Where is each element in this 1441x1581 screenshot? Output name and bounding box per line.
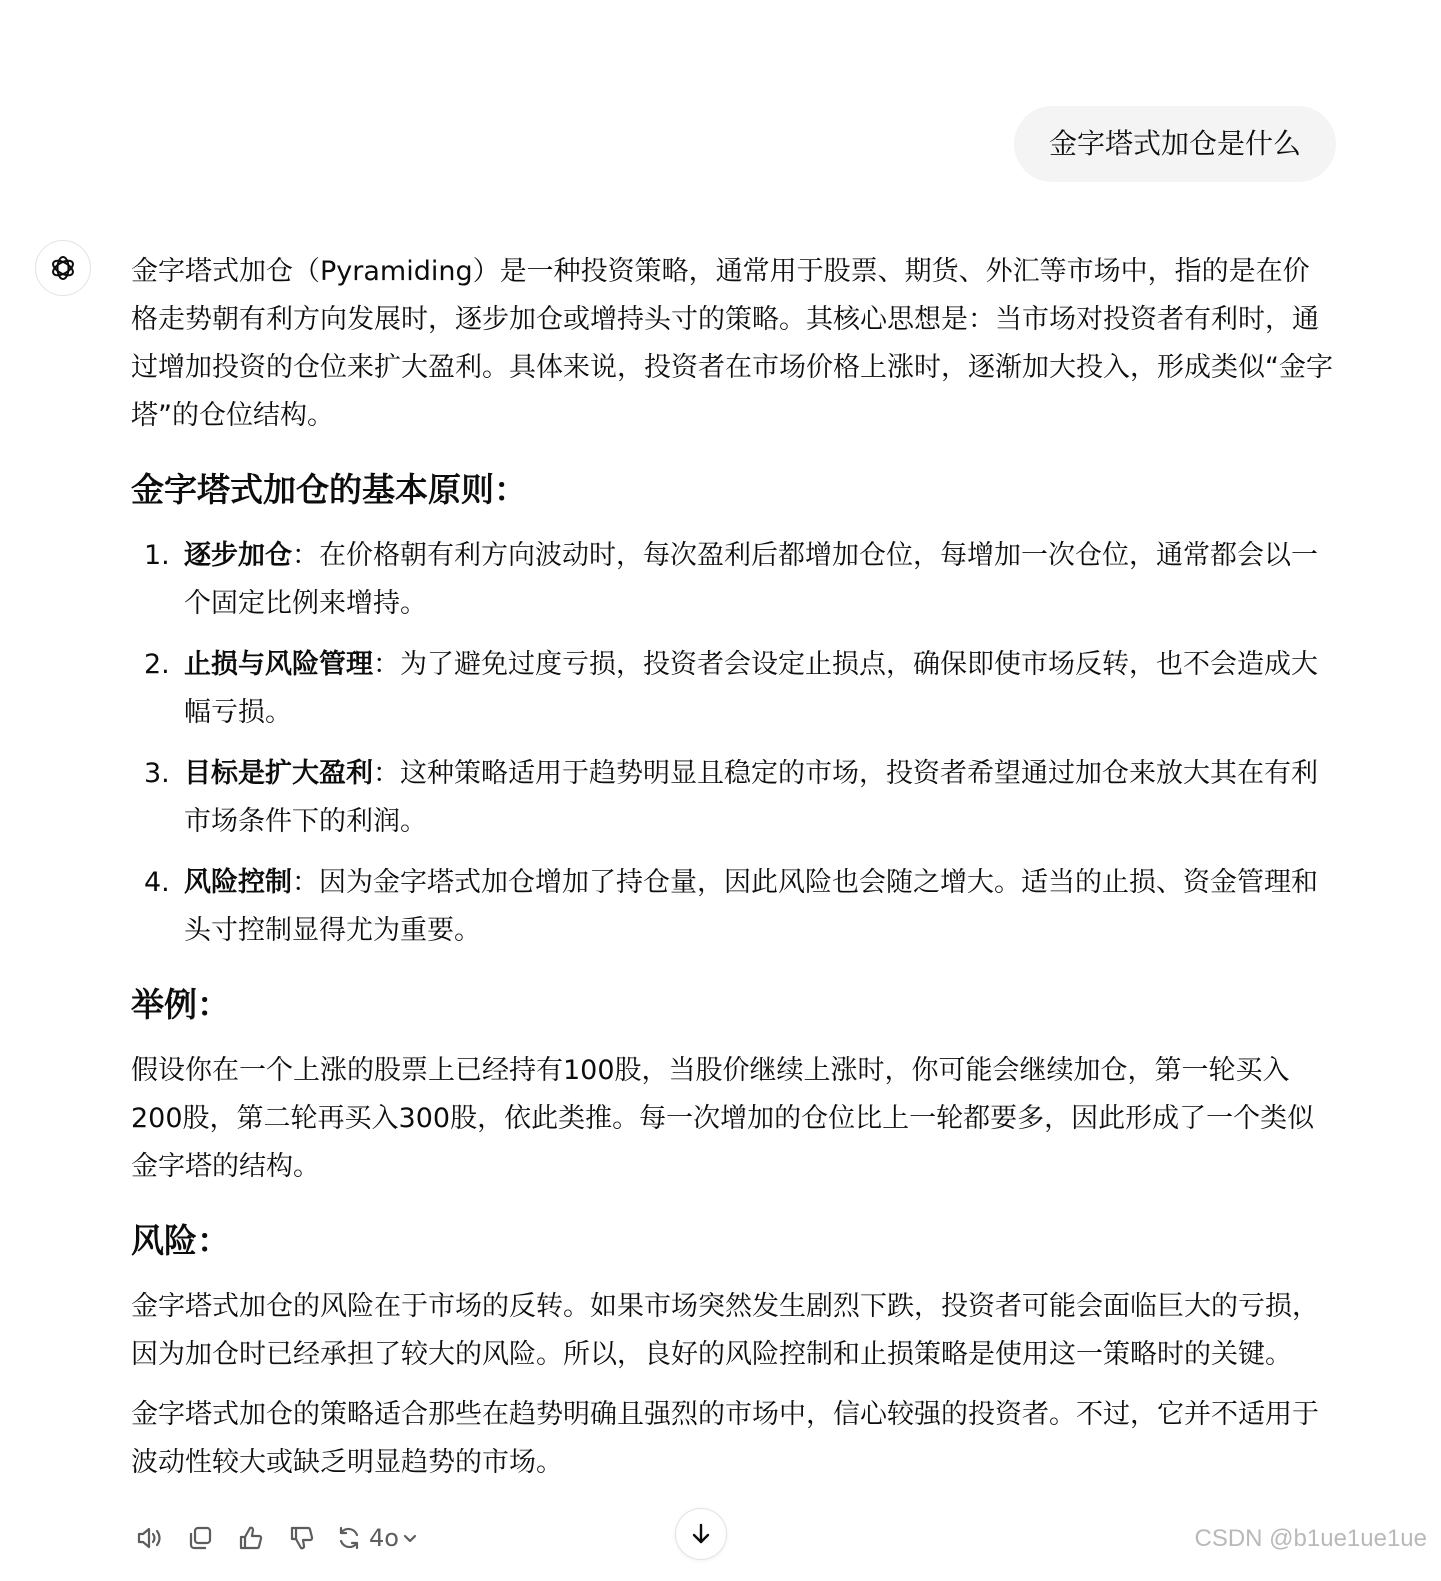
- conclusion-text: 金字塔式加仓的策略适合那些在趋势明确且强烈的市场中，信心较强的投资者。不过，它并不适用于波动性较大或缺乏明显趋势的市场。: [131, 1399, 1319, 1478]
- list-item-title: 目标是扩大盈利: [184, 758, 373, 789]
- list-item: [131, 532, 1341, 628]
- speaker-icon: [134, 1523, 164, 1553]
- risk-text: 金字塔式加仓的风险在于市场的反转。如果市场突然发生剧烈下跌，投资者可能会面临巨大的亏损，因为加仓时已经承担了较大的风险。所以，良好的风险控制和止损策略是使用这一策略时的关键。: [131, 1291, 1319, 1370]
- good-response-button[interactable]: [233, 1520, 269, 1556]
- list-item-text: ：因为金字塔式加仓增加了持仓量，因此风险也会随之增大。适当的止损、资金管理和头寸控制显得尤为重要。: [184, 867, 1318, 946]
- list-item: [131, 641, 1341, 737]
- risk-heading: 风险：: [131, 1221, 230, 1260]
- list-item-title: 逐步加仓: [184, 540, 292, 571]
- example-text: 假设你在一个上涨的股票上已经持有100股，当股价继续上涨时，你可能会继续加仓，第一轮买入200股，第二轮再买入300股，依此类推。每一次增加的仓位比上一轮都要多，因此形成了一个类似金字塔的结构。: [131, 1055, 1315, 1182]
- list-number: 2.: [144, 649, 170, 680]
- copy-button[interactable]: [182, 1520, 218, 1556]
- assistant-avatar: [35, 240, 91, 296]
- copy-icon: [186, 1524, 214, 1552]
- thumbs-up-icon: [237, 1524, 265, 1552]
- user-message-text: 金字塔式加仓是什么: [1048, 127, 1301, 160]
- assistant-message: [131, 248, 1341, 1487]
- list-number: 4.: [144, 867, 170, 898]
- message-actions: [131, 1516, 419, 1560]
- model-label: 4o: [369, 1524, 399, 1552]
- answer-intro: 金字塔式加仓（Pyramiding）是一种投资策略，通常用于股票、期货、外汇等市场中，指的是在价格走势朝有利方向发展时，逐步加仓或增持头寸的策略。其核心思想是：当市场对投资者有利时，通过增加投资的仓位来扩大盈利。具体来说，投资者在市场价格上涨时，逐渐加大投入，形成类似“金字塔”的仓位结构。: [131, 256, 1333, 431]
- principles-list: [131, 532, 1341, 955]
- list-item-text: ：这种策略适用于趋势明显且稳定的市场，投资者希望通过加仓来放大其在有利市场条件下的利润。: [184, 758, 1318, 837]
- principles-heading: 金字塔式加仓的基本原则：: [131, 470, 527, 509]
- arrow-down-icon: [688, 1521, 714, 1547]
- scroll-to-bottom-button[interactable]: [675, 1508, 727, 1560]
- list-item: [131, 750, 1341, 846]
- user-message-bubble: [1014, 106, 1336, 182]
- refresh-icon: [335, 1524, 363, 1552]
- watermark: CSDN @b1ue1ue1ue: [1194, 1525, 1427, 1552]
- list-number: 1.: [144, 540, 170, 571]
- list-item: [131, 859, 1341, 955]
- list-item-title: 风险控制: [184, 867, 292, 898]
- bad-response-button[interactable]: [284, 1520, 320, 1556]
- example-heading: 举例：: [131, 985, 230, 1024]
- chevron-down-icon: [401, 1529, 419, 1547]
- openai-logo-icon: [47, 252, 79, 284]
- list-item-text: ：在价格朝有利方向波动时，每次盈利后都增加仓位，每增加一次仓位，通常都会以一个固定比例来增持。: [184, 540, 1318, 619]
- thumbs-down-icon: [288, 1524, 316, 1552]
- list-item-text: ：为了避免过度亏损，投资者会设定止损点，确保即使市场反转，也不会造成大幅亏损。: [184, 649, 1318, 728]
- list-number: 3.: [144, 758, 170, 789]
- read-aloud-button[interactable]: [131, 1520, 167, 1556]
- switch-model-button[interactable]: [335, 1524, 419, 1552]
- list-item-title: 止损与风险管理: [184, 649, 373, 680]
